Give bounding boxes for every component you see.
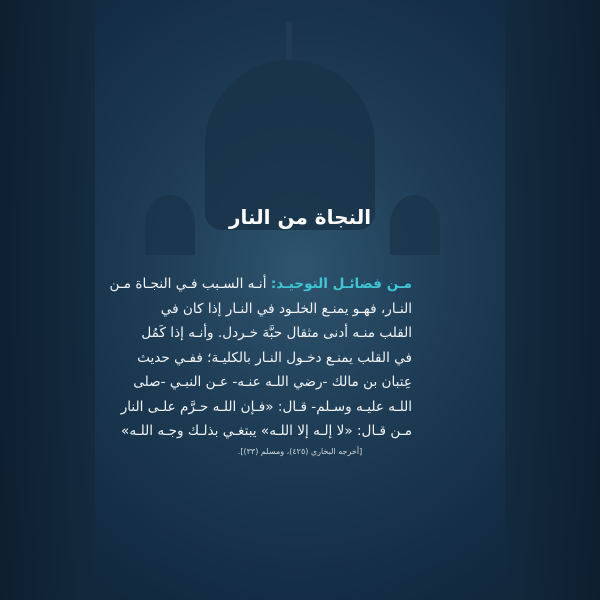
text-line-content: أنـه السـبب فـي النجـاة مـن: [109, 276, 267, 292]
text-line: عِتبان بن مالك -رضي اللـه عنـه- عـن النبـي -صلى: [133, 374, 412, 390]
text-line: في القلب يمنـع دخـول النـار بالكليـة؛ ففـي حديث: [137, 349, 412, 366]
text-line: [109, 272, 412, 297]
page-title: النجاة من النار: [228, 205, 372, 229]
body-text: [109, 272, 412, 444]
hadith-reference: [أخرجه البخاري (٤٢٥)، ومسلم (٣٣)].: [237, 447, 363, 456]
highlight-heading: مـن فضائـل التوحيـد:: [270, 276, 412, 292]
text-line: النـار، فهـو يمنـع الخلـود في النـار إذا كان في: [160, 300, 412, 317]
text-line: اللـه عليـه وسـلم- قـال: «فـإن اللـه حـرَّم علـى النار: [120, 398, 412, 415]
text-line: القلب منـه أدنى مثقال حبَّة خـردل. وأنـه إذا كَمُل: [141, 325, 412, 341]
text-line: مـن قـال: «لا إلـه إلا اللـه» يبتغـي بذلـك وجـه اللـه»: [121, 423, 412, 439]
